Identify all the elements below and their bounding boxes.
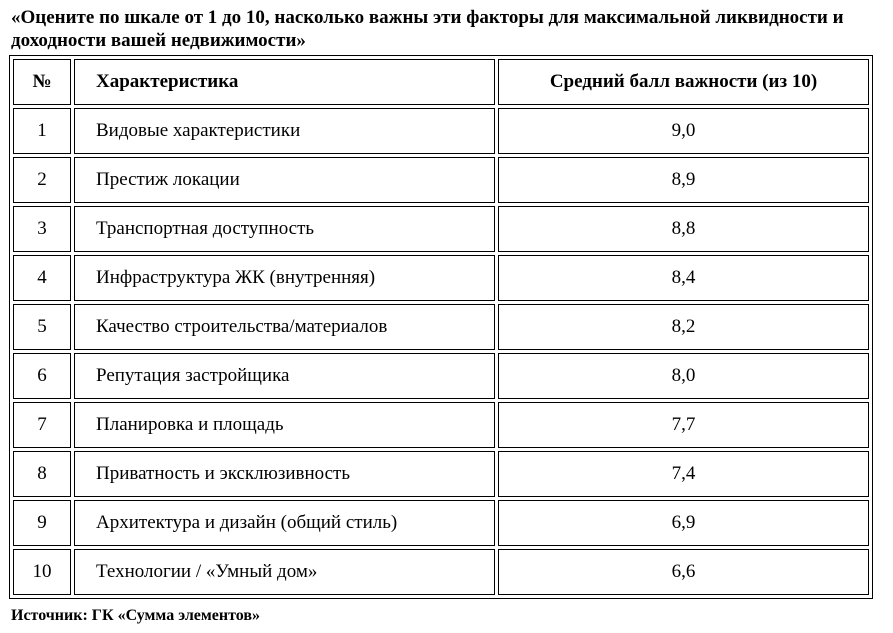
row-characteristic: Инфраструктура ЖК (внутренняя)	[74, 255, 495, 301]
row-characteristic: Планировка и площадь	[74, 402, 495, 448]
table-row	[13, 157, 869, 203]
table-row	[13, 108, 869, 154]
row-characteristic: Приватность и эксклюзивность	[74, 451, 495, 497]
row-score: 6,6	[498, 549, 869, 595]
row-characteristic: Транспортная доступность	[74, 206, 495, 252]
table-row	[13, 500, 869, 546]
source-note: Источник: ГК «Сумма элементов»	[11, 607, 261, 624]
table-row	[13, 206, 869, 252]
table-row	[13, 451, 869, 497]
row-num: 4	[13, 255, 71, 301]
table-row	[13, 304, 869, 350]
row-num: 5	[13, 304, 71, 350]
header-num: №	[13, 59, 71, 105]
row-score: 7,7	[498, 402, 869, 448]
row-num: 8	[13, 451, 71, 497]
row-num: 1	[13, 108, 71, 154]
row-characteristic: Репутация застройщика	[74, 353, 495, 399]
row-characteristic: Качество строительства/материалов	[74, 304, 495, 350]
row-characteristic: Архитектура и дизайн (общий стиль)	[74, 500, 495, 546]
row-score: 8,0	[498, 353, 869, 399]
table-row	[13, 255, 869, 301]
ratings-table	[9, 55, 873, 599]
row-characteristic: Видовые характеристики	[74, 108, 495, 154]
row-score: 8,2	[498, 304, 869, 350]
table-row	[13, 353, 869, 399]
row-score: 6,9	[498, 500, 869, 546]
row-score: 8,8	[498, 206, 869, 252]
row-score: 8,9	[498, 157, 869, 203]
row-score: 8,4	[498, 255, 869, 301]
row-num: 6	[13, 353, 71, 399]
table-row	[13, 549, 869, 595]
page-title: «Оцените по шкале от 1 до 10, насколько важны эти факторы для максимальной ликвидности и доходности вашей недвижимости»	[11, 7, 844, 51]
row-num: 3	[13, 206, 71, 252]
header-score: Средний балл важности (из 10)	[498, 59, 869, 105]
row-characteristic: Технологии / «Умный дом»	[74, 549, 495, 595]
row-characteristic: Престиж локации	[74, 157, 495, 203]
row-num: 9	[13, 500, 71, 546]
row-score: 9,0	[498, 108, 869, 154]
row-num: 2	[13, 157, 71, 203]
table-header-row	[13, 59, 869, 105]
row-score: 7,4	[498, 451, 869, 497]
row-num: 7	[13, 402, 71, 448]
header-characteristic: Характеристика	[74, 59, 495, 105]
table-row	[13, 402, 869, 448]
row-num: 10	[13, 549, 71, 595]
